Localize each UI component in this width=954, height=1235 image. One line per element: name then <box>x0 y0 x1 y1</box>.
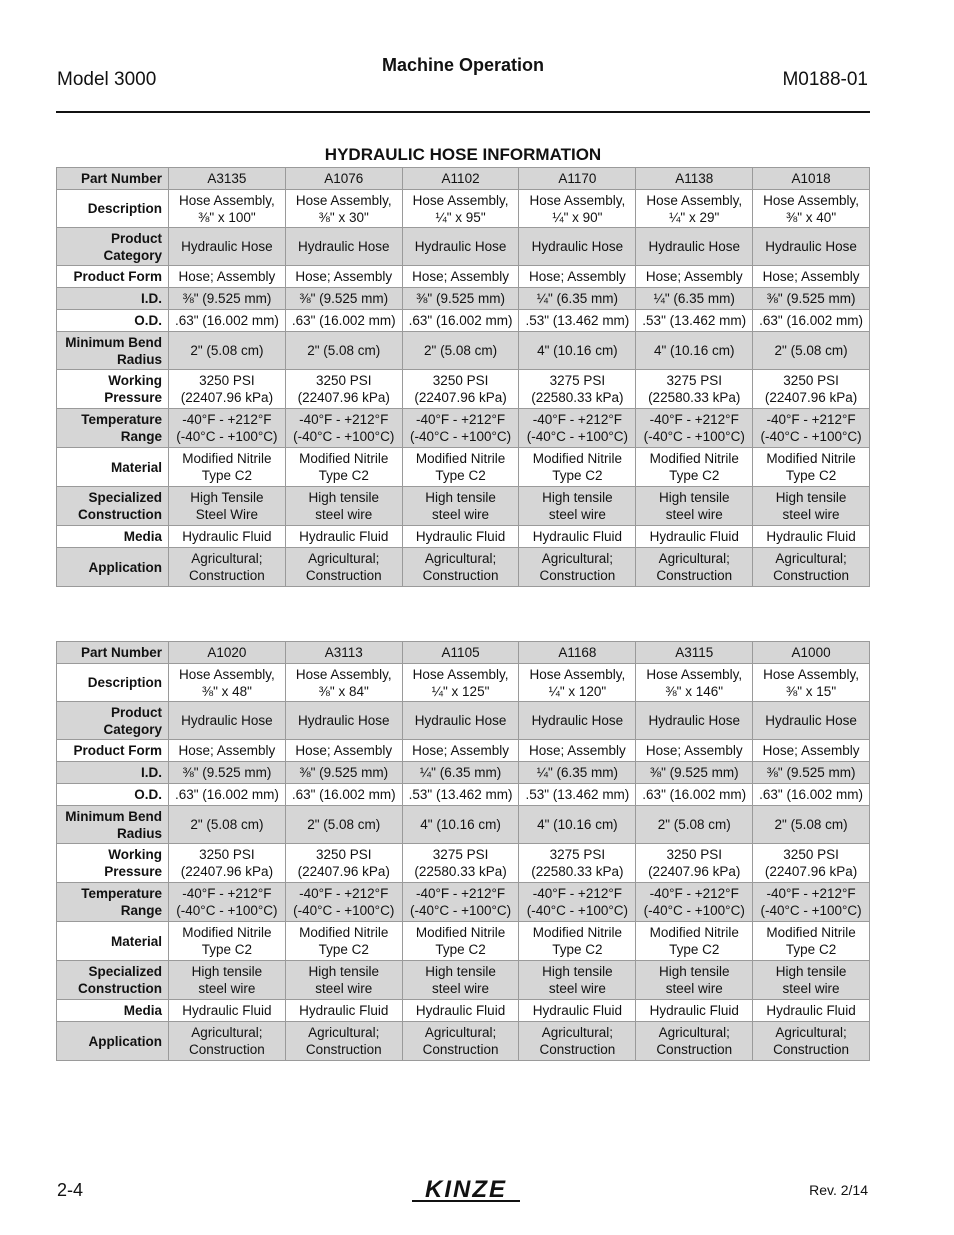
table-cell: 3250 PSI (22407.96 kPa) <box>753 844 870 883</box>
model-label: Model 3000 <box>57 69 157 90</box>
table-cell: Modified Nitrile Type C2 <box>519 448 636 487</box>
table-cell: Hydraulic Hose <box>753 228 870 266</box>
table-row-media <box>57 1000 870 1022</box>
table-row-product-form <box>57 266 870 288</box>
kinze-logo <box>406 1176 526 1204</box>
table-row-part-number <box>57 642 870 664</box>
table-cell: Hydraulic Fluid <box>285 526 402 548</box>
table-cell: Hydraulic Hose <box>519 702 636 740</box>
table-cell: ⅜" (9.525 mm) <box>285 762 402 784</box>
table-cell: Modified Nitrile Type C2 <box>636 448 753 487</box>
table-cell: Hose; Assembly <box>636 740 753 762</box>
row-label: Minimum Bend Radius <box>57 806 169 844</box>
row-label: Product Form <box>57 266 169 288</box>
row-label: O.D. <box>57 310 169 332</box>
table-cell: -40°F - +212°F (-40°C - +100°C) <box>636 883 753 922</box>
row-label: Application <box>57 548 169 587</box>
table-cell: Hydraulic Hose <box>519 228 636 266</box>
table-cell: Hose Assembly, ⅜" x 15" <box>753 664 870 702</box>
table-cell: Hose Assembly, ¼" x 29" <box>636 190 753 228</box>
table-cell: Agricultural; Construction <box>753 1022 870 1061</box>
table-cell: -40°F - +212°F (-40°C - +100°C) <box>753 409 870 448</box>
table-cell: Hydraulic Hose <box>285 228 402 266</box>
table-cell: 3275 PSI (22580.33 kPa) <box>636 370 753 409</box>
table-cell: 2" (5.08 cm) <box>285 806 402 844</box>
table-row-od <box>57 784 870 806</box>
table-row-application <box>57 548 870 587</box>
table-cell: Hydraulic Fluid <box>285 1000 402 1022</box>
table-cell: Agricultural; Construction <box>519 548 636 587</box>
table-cell: ¼" (6.35 mm) <box>519 762 636 784</box>
table-cell: Hydraulic Hose <box>753 702 870 740</box>
table-cell: Hose; Assembly <box>285 740 402 762</box>
table-cell: ⅜" (9.525 mm) <box>636 762 753 784</box>
table-cell: ⅜" (9.525 mm) <box>753 288 870 310</box>
table-cell: Hose; Assembly <box>753 266 870 288</box>
table-cell: High tensile steel wire <box>285 487 402 526</box>
table-row-id <box>57 762 870 784</box>
table-cell: Hose Assembly, ⅜" x 40" <box>753 190 870 228</box>
table-cell: High tensile steel wire <box>402 961 519 1000</box>
table-cell: Hydraulic Fluid <box>519 526 636 548</box>
table-cell: Hydraulic Fluid <box>169 1000 286 1022</box>
row-label: Temperature Range <box>57 409 169 448</box>
page-title: HYDRAULIC HOSE INFORMATION <box>324 145 602 164</box>
table-row-product-form <box>57 740 870 762</box>
table-row-description <box>57 664 870 702</box>
table-row-product-category <box>57 702 870 740</box>
table-cell: Modified Nitrile Type C2 <box>285 922 402 961</box>
table-cell: .63" (16.002 mm) <box>169 310 286 332</box>
table-cell: -40°F - +212°F (-40°C - +100°C) <box>519 409 636 448</box>
table-cell: ¼" (6.35 mm) <box>636 288 753 310</box>
table-cell: .53" (13.462 mm) <box>402 784 519 806</box>
table-cell: High tensile steel wire <box>402 487 519 526</box>
table-cell: A1000 <box>753 642 870 664</box>
table-cell: -40°F - +212°F (-40°C - +100°C) <box>169 883 286 922</box>
table-cell: 4" (10.16 cm) <box>636 332 753 370</box>
table-cell: A1020 <box>169 642 286 664</box>
row-label: Product Form <box>57 740 169 762</box>
table-cell: A3113 <box>285 642 402 664</box>
table-cell: Hose Assembly, ¼" x 125" <box>402 664 519 702</box>
table-cell: Hydraulic Hose <box>636 228 753 266</box>
table-cell: ⅜" (9.525 mm) <box>169 762 286 784</box>
table-cell: .53" (13.462 mm) <box>519 784 636 806</box>
table-cell: Hose; Assembly <box>402 740 519 762</box>
table-cell: ⅜" (9.525 mm) <box>753 762 870 784</box>
table-cell: High tensile steel wire <box>636 961 753 1000</box>
table-cell: Hydraulic Fluid <box>402 526 519 548</box>
table-cell: ⅜" (9.525 mm) <box>402 288 519 310</box>
table-cell: Agricultural; Construction <box>402 1022 519 1061</box>
table-cell: Modified Nitrile Type C2 <box>402 448 519 487</box>
table-row-od <box>57 310 870 332</box>
table-cell: Hose; Assembly <box>519 740 636 762</box>
table-cell: High tensile steel wire <box>753 961 870 1000</box>
table-cell: .53" (13.462 mm) <box>519 310 636 332</box>
row-label: Product Category <box>57 702 169 740</box>
row-label: Media <box>57 526 169 548</box>
table-cell: 2" (5.08 cm) <box>402 332 519 370</box>
table-row-part-number <box>57 168 870 190</box>
table-cell: 3275 PSI (22580.33 kPa) <box>519 370 636 409</box>
table-row-media <box>57 526 870 548</box>
table-cell: High tensile steel wire <box>169 961 286 1000</box>
table-cell: A3115 <box>636 642 753 664</box>
table-cell: Hydraulic Fluid <box>753 526 870 548</box>
row-label: Media <box>57 1000 169 1022</box>
table-cell: A1138 <box>636 168 753 190</box>
table-cell: .63" (16.002 mm) <box>753 784 870 806</box>
table-cell: 2" (5.08 cm) <box>285 332 402 370</box>
table-row-material <box>57 448 870 487</box>
table-cell: 3250 PSI (22407.96 kPa) <box>285 844 402 883</box>
table-cell: A1076 <box>285 168 402 190</box>
table-cell: Modified Nitrile Type C2 <box>402 922 519 961</box>
row-label: O.D. <box>57 784 169 806</box>
table-row-specialized-construction <box>57 961 870 1000</box>
row-label: Part Number <box>57 168 169 190</box>
row-label: I.D. <box>57 762 169 784</box>
table-cell: Agricultural; Construction <box>753 548 870 587</box>
table-cell: Hydraulic Fluid <box>753 1000 870 1022</box>
table-cell: Hydraulic Fluid <box>636 526 753 548</box>
table-cell: Hose; Assembly <box>636 266 753 288</box>
row-label: Working Pressure <box>57 370 169 409</box>
table-cell: 3250 PSI (22407.96 kPa) <box>169 844 286 883</box>
revision-label: Rev. 2/14 <box>809 1182 868 1198</box>
page-number: 2-4 <box>57 1180 84 1200</box>
table-cell: -40°F - +212°F (-40°C - +100°C) <box>285 409 402 448</box>
table-cell: Agricultural; Construction <box>169 548 286 587</box>
table-cell: .63" (16.002 mm) <box>285 310 402 332</box>
table-cell: Agricultural; Construction <box>636 1022 753 1061</box>
document-number: M0188-01 <box>782 69 868 90</box>
table-cell: Agricultural; Construction <box>285 1022 402 1061</box>
row-label: Part Number <box>57 642 169 664</box>
table-cell: 4" (10.16 cm) <box>519 806 636 844</box>
table-cell: -40°F - +212°F (-40°C - +100°C) <box>636 409 753 448</box>
table-row-working-pressure <box>57 370 870 409</box>
table-cell: Agricultural; Construction <box>169 1022 286 1061</box>
table-cell: 3250 PSI (22407.96 kPa) <box>636 844 753 883</box>
table-cell: High tensile steel wire <box>519 487 636 526</box>
table-cell: Agricultural; Construction <box>636 548 753 587</box>
table-cell: Hydraulic Hose <box>285 702 402 740</box>
row-label: Material <box>57 448 169 487</box>
table-row-material <box>57 922 870 961</box>
row-label: Application <box>57 1022 169 1061</box>
row-label: Minimum Bend Radius <box>57 332 169 370</box>
table-cell: Modified Nitrile Type C2 <box>169 448 286 487</box>
table-cell: -40°F - +212°F (-40°C - +100°C) <box>753 883 870 922</box>
table-cell: Modified Nitrile Type C2 <box>636 922 753 961</box>
table-cell: 2" (5.08 cm) <box>753 332 870 370</box>
table-cell: High Tensile Steel Wire <box>169 487 286 526</box>
row-label: Description <box>57 664 169 702</box>
table-cell: Hydraulic Fluid <box>402 1000 519 1022</box>
table-cell: Hose Assembly, ⅜" x 48" <box>169 664 286 702</box>
table-cell: -40°F - +212°F (-40°C - +100°C) <box>402 883 519 922</box>
table-cell: Hose Assembly, ⅜" x 84" <box>285 664 402 702</box>
table-cell: Hose Assembly, ⅜" x 146" <box>636 664 753 702</box>
hose-table-2 <box>56 641 870 1061</box>
table-cell: .63" (16.002 mm) <box>285 784 402 806</box>
table-cell: Agricultural; Construction <box>285 548 402 587</box>
table-row-product-category <box>57 228 870 266</box>
table-cell: 2" (5.08 cm) <box>636 806 753 844</box>
table-cell: Hose; Assembly <box>285 266 402 288</box>
row-label: I.D. <box>57 288 169 310</box>
table-cell: Modified Nitrile Type C2 <box>519 922 636 961</box>
table-cell: 3275 PSI (22580.33 kPa) <box>519 844 636 883</box>
table-row-temperature-range <box>57 883 870 922</box>
table-row-working-pressure <box>57 844 870 883</box>
table-cell: -40°F - +212°F (-40°C - +100°C) <box>169 409 286 448</box>
table-cell: High tensile steel wire <box>636 487 753 526</box>
section-title: Machine Operation <box>381 55 545 75</box>
table-cell: Modified Nitrile Type C2 <box>285 448 402 487</box>
row-label: Working Pressure <box>57 844 169 883</box>
table-cell: 4" (10.16 cm) <box>519 332 636 370</box>
table-cell: Hydraulic Fluid <box>636 1000 753 1022</box>
table-cell: Hydraulic Fluid <box>169 526 286 548</box>
table-cell: 2" (5.08 cm) <box>169 806 286 844</box>
table-cell: 3250 PSI (22407.96 kPa) <box>402 370 519 409</box>
table-cell: .63" (16.002 mm) <box>402 310 519 332</box>
table-cell: 2" (5.08 cm) <box>753 806 870 844</box>
table-row-description <box>57 190 870 228</box>
table-cell: Hose; Assembly <box>169 266 286 288</box>
table-cell: ¼" (6.35 mm) <box>402 762 519 784</box>
table-cell: Modified Nitrile Type C2 <box>169 922 286 961</box>
table-cell: Modified Nitrile Type C2 <box>753 448 870 487</box>
table-cell: ⅜" (9.525 mm) <box>285 288 402 310</box>
table-cell: A1168 <box>519 642 636 664</box>
row-label: Product Category <box>57 228 169 266</box>
row-label: Temperature Range <box>57 883 169 922</box>
table-cell: A1018 <box>753 168 870 190</box>
table-cell: 4" (10.16 cm) <box>402 806 519 844</box>
table-cell: Hydraulic Fluid <box>519 1000 636 1022</box>
table-cell: 3250 PSI (22407.96 kPa) <box>169 370 286 409</box>
kinze-logo-text: KINZE <box>425 1176 507 1203</box>
table-cell: ¼" (6.35 mm) <box>519 288 636 310</box>
table-cell: High tensile steel wire <box>285 961 402 1000</box>
table-cell: Hydraulic Hose <box>402 702 519 740</box>
hose-table-1 <box>56 167 870 587</box>
table-cell: Agricultural; Construction <box>519 1022 636 1061</box>
table-cell: .53" (13.462 mm) <box>636 310 753 332</box>
table-row-min-bend-radius <box>57 806 870 844</box>
row-label: Specialized Construction <box>57 487 169 526</box>
table-cell: Modified Nitrile Type C2 <box>753 922 870 961</box>
table-cell: A1105 <box>402 642 519 664</box>
table-cell: Agricultural; Construction <box>402 548 519 587</box>
row-label: Description <box>57 190 169 228</box>
table-row-min-bend-radius <box>57 332 870 370</box>
table-row-specialized-construction <box>57 487 870 526</box>
table-cell: Hose; Assembly <box>169 740 286 762</box>
table-cell: Hydraulic Hose <box>636 702 753 740</box>
table-cell: Hydraulic Hose <box>169 228 286 266</box>
table-cell: .63" (16.002 mm) <box>169 784 286 806</box>
table-cell: Hose Assembly, ¼" x 120" <box>519 664 636 702</box>
table-cell: Hydraulic Hose <box>402 228 519 266</box>
table-cell: A3135 <box>169 168 286 190</box>
table-cell: High tensile steel wire <box>753 487 870 526</box>
table-cell: Hose; Assembly <box>519 266 636 288</box>
table-cell: Hose; Assembly <box>753 740 870 762</box>
table-row-application <box>57 1022 870 1061</box>
header-divider <box>56 111 870 113</box>
table-cell: High tensile steel wire <box>519 961 636 1000</box>
table-cell: -40°F - +212°F (-40°C - +100°C) <box>519 883 636 922</box>
table-cell: Hose Assembly, ⅜" x 30" <box>285 190 402 228</box>
table-cell: 3250 PSI (22407.96 kPa) <box>285 370 402 409</box>
row-label: Specialized Construction <box>57 961 169 1000</box>
table-cell: -40°F - +212°F (-40°C - +100°C) <box>402 409 519 448</box>
table-cell: .63" (16.002 mm) <box>636 784 753 806</box>
table-cell: Hose Assembly, ¼" x 95" <box>402 190 519 228</box>
table-cell: Hydraulic Hose <box>169 702 286 740</box>
table-cell: A1170 <box>519 168 636 190</box>
row-label: Material <box>57 922 169 961</box>
table-cell: ⅜" (9.525 mm) <box>169 288 286 310</box>
table-cell: Hose Assembly, ⅜" x 100" <box>169 190 286 228</box>
table-cell: .63" (16.002 mm) <box>753 310 870 332</box>
table-cell: -40°F - +212°F (-40°C - +100°C) <box>285 883 402 922</box>
table-cell: 3250 PSI (22407.96 kPa) <box>753 370 870 409</box>
table-row-temperature-range <box>57 409 870 448</box>
table-cell: 3275 PSI (22580.33 kPa) <box>402 844 519 883</box>
table-cell: 2" (5.08 cm) <box>169 332 286 370</box>
table-cell: Hose; Assembly <box>402 266 519 288</box>
table-row-id <box>57 288 870 310</box>
table-cell: A1102 <box>402 168 519 190</box>
table-cell: Hose Assembly, ¼" x 90" <box>519 190 636 228</box>
